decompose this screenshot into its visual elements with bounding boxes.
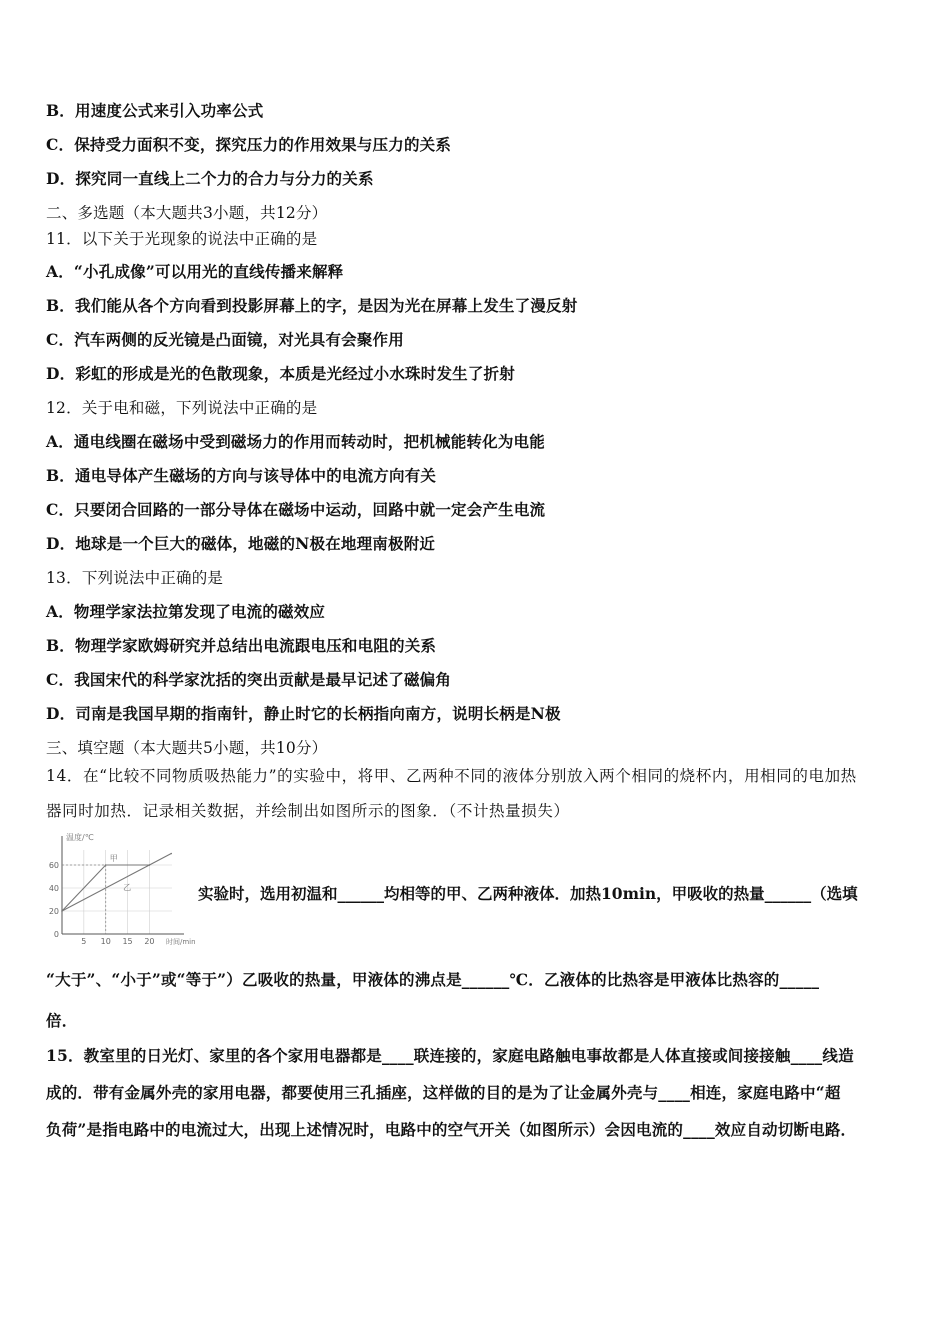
question-11-stem: 11．以下关于光现象的说法中正确的是 xyxy=(46,230,318,248)
x-tick-label: 15 xyxy=(122,937,133,946)
series-label-yi: 乙 xyxy=(123,883,132,892)
option-a-q11: A．“小孔成像”可以用光的直线传播来解释 xyxy=(46,262,344,281)
option-d-q10: D．探究同一直线上二个力的合力与分力的关系 xyxy=(46,169,374,188)
series-label-jia: 甲 xyxy=(109,854,118,863)
series-point xyxy=(170,853,172,855)
option-c-q11: C．汽车两侧的反光镜是凸面镜，对光具有会聚作用 xyxy=(46,330,404,349)
question-14-blank-line2: “大于”、“小于”或“等于”）乙吸收的热量，甲液体的沸点是______℃．乙液体的比热容是甲液体比热容的_____ xyxy=(46,970,820,989)
option-b-q12: B．通电导体产生磁场的方向与该导体中的电流方向有关 xyxy=(46,466,437,485)
option-b-q11: B．我们能从各个方向看到投影屏幕上的字，是因为光在屏幕上发生了漫反射 xyxy=(46,296,578,315)
y-tick-label: 20 xyxy=(48,907,59,916)
x-tick-label: 10 xyxy=(100,937,111,946)
y-tick-label: 60 xyxy=(48,861,59,870)
x-tick-label: 5 xyxy=(81,937,87,946)
y-tick-label: 0 xyxy=(53,930,59,939)
question-14-stem-line1: 14．在“比较不同物质吸热能力”的实验中，将甲、乙两种不同的液体分别放入两个相同的烧杯内，用相同的电加热 xyxy=(46,767,857,785)
option-d-q12: D．地球是一个巨大的磁体，地磁的N极在地理南极附近 xyxy=(46,534,436,553)
question-13-stem: 13．下列说法中正确的是 xyxy=(46,569,224,587)
option-a-q13: A．物理学家法拉第发现了电流的磁效应 xyxy=(46,602,326,621)
y-axis-label: 温度/℃ xyxy=(66,833,94,842)
question-15-line1: 15．教室里的日光灯、家里的各个家用电器都是____联连接的，家庭电路触电事故都是人体直接或间接接触____线造 xyxy=(46,1046,854,1065)
question-15-line2: 成的．带有金属外壳的家用电器，都要使用三孔插座，这样做的目的是为了让金属外壳与____相连，家庭电路中“超 xyxy=(46,1083,841,1102)
section-heading-fill-blank: 三、填空题（本大题共5小题，共10分） xyxy=(46,739,328,757)
option-d-q11: D．彩虹的形成是光的色散现象，本质是光经过小水珠时发生了折射 xyxy=(46,364,515,383)
y-tick-label: 40 xyxy=(48,884,59,893)
option-c-q12: C．只要闭合回路的一部分导体在磁场中运动，回路中就一定会产生电流 xyxy=(46,500,546,519)
option-c-q13: C．我国宋代的科学家沈括的突出贡献是最早记述了磁偏角 xyxy=(46,670,452,689)
question-15-line3: 负荷”是指电路中的电流过大，出现上述情况时，电路中的空气开关（如图所示）会因电流的____效应自动切断电路． xyxy=(46,1120,857,1139)
option-b-q13: B．物理学家欧姆研究并总结出电流跟电压和电阻的关系 xyxy=(46,636,437,655)
question-14-blank-line1: 实验时，选用初温和______均相等的甲、乙两种液体．加热10min，甲吸收的热量______（选填 xyxy=(198,884,858,903)
x-tick-label: 20 xyxy=(144,937,155,946)
option-c-q10: C．保持受力面积不变，探究压力的作用效果与压力的关系 xyxy=(46,135,452,154)
option-b-q10: B．用速度公式来引入功率公式 xyxy=(46,101,264,120)
chart-svg xyxy=(44,830,196,950)
series-point xyxy=(61,910,63,912)
option-d-q13: D．司南是我国早期的指南针，静止时它的长柄指向南方，说明长柄是N极 xyxy=(46,704,561,723)
series-point xyxy=(105,864,107,866)
question-14-blank-line3: 倍． xyxy=(46,1011,78,1030)
temperature-time-chart xyxy=(44,830,196,950)
question-12-stem: 12．关于电和磁，下列说法中正确的是 xyxy=(46,399,318,417)
x-axis-label: 时间/min xyxy=(166,938,196,946)
section-heading-multi-choice: 二、多选题（本大题共3小题，共12分） xyxy=(46,204,328,222)
option-a-q12: A．通电线圈在磁场中受到磁场力的作用而转动时，把机械能转化为电能 xyxy=(46,432,545,451)
series-point xyxy=(149,864,151,866)
question-14-stem-line2: 器同时加热．记录相关数据，并绘制出如图所示的图象．（不计热量损失） xyxy=(46,802,570,820)
